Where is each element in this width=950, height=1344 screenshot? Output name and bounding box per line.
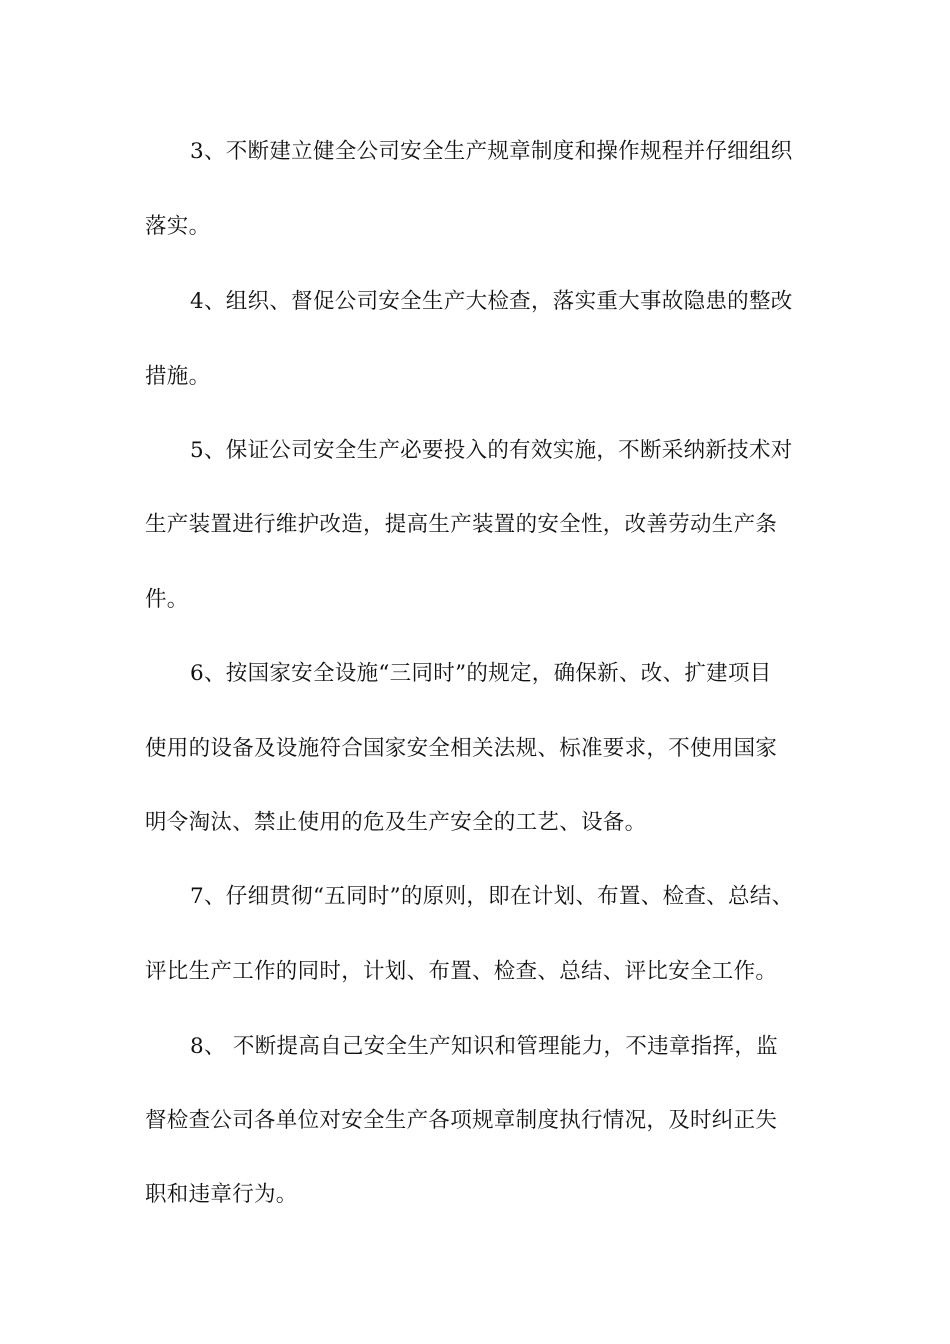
item-6-line-2: 使用的设备及设施符合国家安全相关法规、标准要求，不使用国家 (145, 736, 778, 761)
item-7-line-1: 7、仔细贯彻“五同时”的原则，即在计划、布置、检查、总结、 (190, 884, 794, 909)
item-8-line-1: 8、 不断提高自己安全生产知识和管理能力，不违章指挥，监 (190, 1034, 778, 1059)
item-5-line-2: 生产装置进行维护改造，提高生产装置的安全性，改善劳动生产条 (145, 512, 778, 537)
item-6-line-3: 明令淘汰、禁止使用的危及生产安全的工艺、设备。 (145, 810, 647, 835)
item-8-line-2: 督检查公司各单位对安全生产各项规章制度执行情况，及时纠正失 (145, 1108, 778, 1133)
item-4-line-1: 4、组织、督促公司安全生产大检查，落实重大事故隐患的整改 (190, 289, 793, 314)
item-8-line-3: 职和违章行为。 (145, 1182, 298, 1207)
item-3-line-2: 落实。 (145, 214, 211, 239)
item-4-line-2: 措施。 (145, 364, 211, 389)
item-7-line-2: 评比生产工作的同时，计划、布置、检查、总结、评比安全工作。 (145, 959, 778, 984)
item-3-line-1: 3、不断建立健全公司安全生产规章制度和操作规程并仔细组织 (190, 139, 793, 164)
item-5-line-1: 5、保证公司安全生产必要投入的有效实施，不断采纳新技术对 (190, 438, 793, 463)
item-6-line-1: 6、按国家安全设施“三同时”的规定，确保新、改、扩建项目 (190, 661, 772, 686)
item-5-line-3: 件。 (145, 587, 189, 612)
